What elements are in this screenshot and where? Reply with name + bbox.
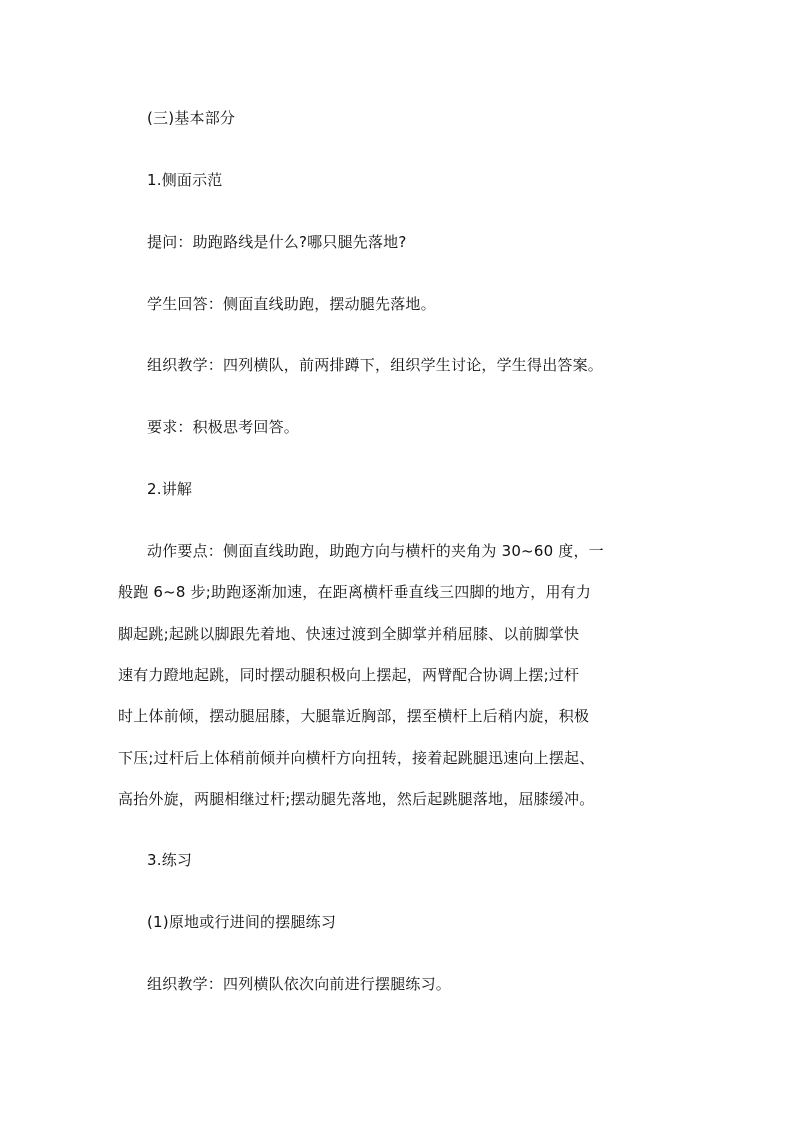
list-item: (1)原地或行进间的摆腿练习 — [147, 913, 337, 931]
paragraph-line: 高抬外旋，两腿相继过杆;摆动腿先落地，然后起跳腿落地，屈膝缓冲。 — [118, 790, 595, 808]
paragraph-line: 下压;过杆后上体稍前倾并向横杆方向扭转，接着起跳腿迅速向上摆起、 — [118, 749, 595, 767]
paragraph-line: 时上体前倾，摆动腿屈膝，大腿靠近胸部，摆至横杆上后稍内旋，积极 — [118, 707, 590, 725]
paragraph-line: 速有力蹬地起跳，同时摆动腿积极向上摆起，两臂配合协调上摆;过杆 — [118, 666, 580, 684]
paragraph: 要求：积极思考回答。 — [147, 418, 300, 436]
paragraph: 组织教学：四列横队依次向前进行摆腿练习。 — [147, 975, 452, 993]
paragraph: 提问：助跑路线是什么?哪只腿先落地? — [147, 233, 407, 251]
subsection-heading: 1.侧面示范 — [147, 171, 223, 189]
paragraph-line: 动作要点：侧面直线助跑，助跑方向与横杆的夹角为 30~60 度，一 — [147, 542, 604, 560]
subsection-heading: 2.讲解 — [147, 480, 193, 498]
paragraph-line: 般跑 6~8 步;助跑逐渐加速，在距离横杆垂直线三四脚的地方，用有力 — [118, 583, 592, 601]
section-heading: (三)基本部分 — [147, 109, 236, 127]
paragraph: 学生回答：侧面直线助跑，摆动腿先落地。 — [147, 295, 436, 313]
subsection-heading: 3.练习 — [147, 851, 193, 869]
paragraph: 组织教学：四列横队，前两排蹲下，组织学生讨论，学生得出答案。 — [147, 356, 604, 374]
paragraph-line: 脚起跳;起跳以脚跟先着地、快速过渡到全脚掌并稍屈膝、以前脚掌快 — [118, 625, 580, 643]
